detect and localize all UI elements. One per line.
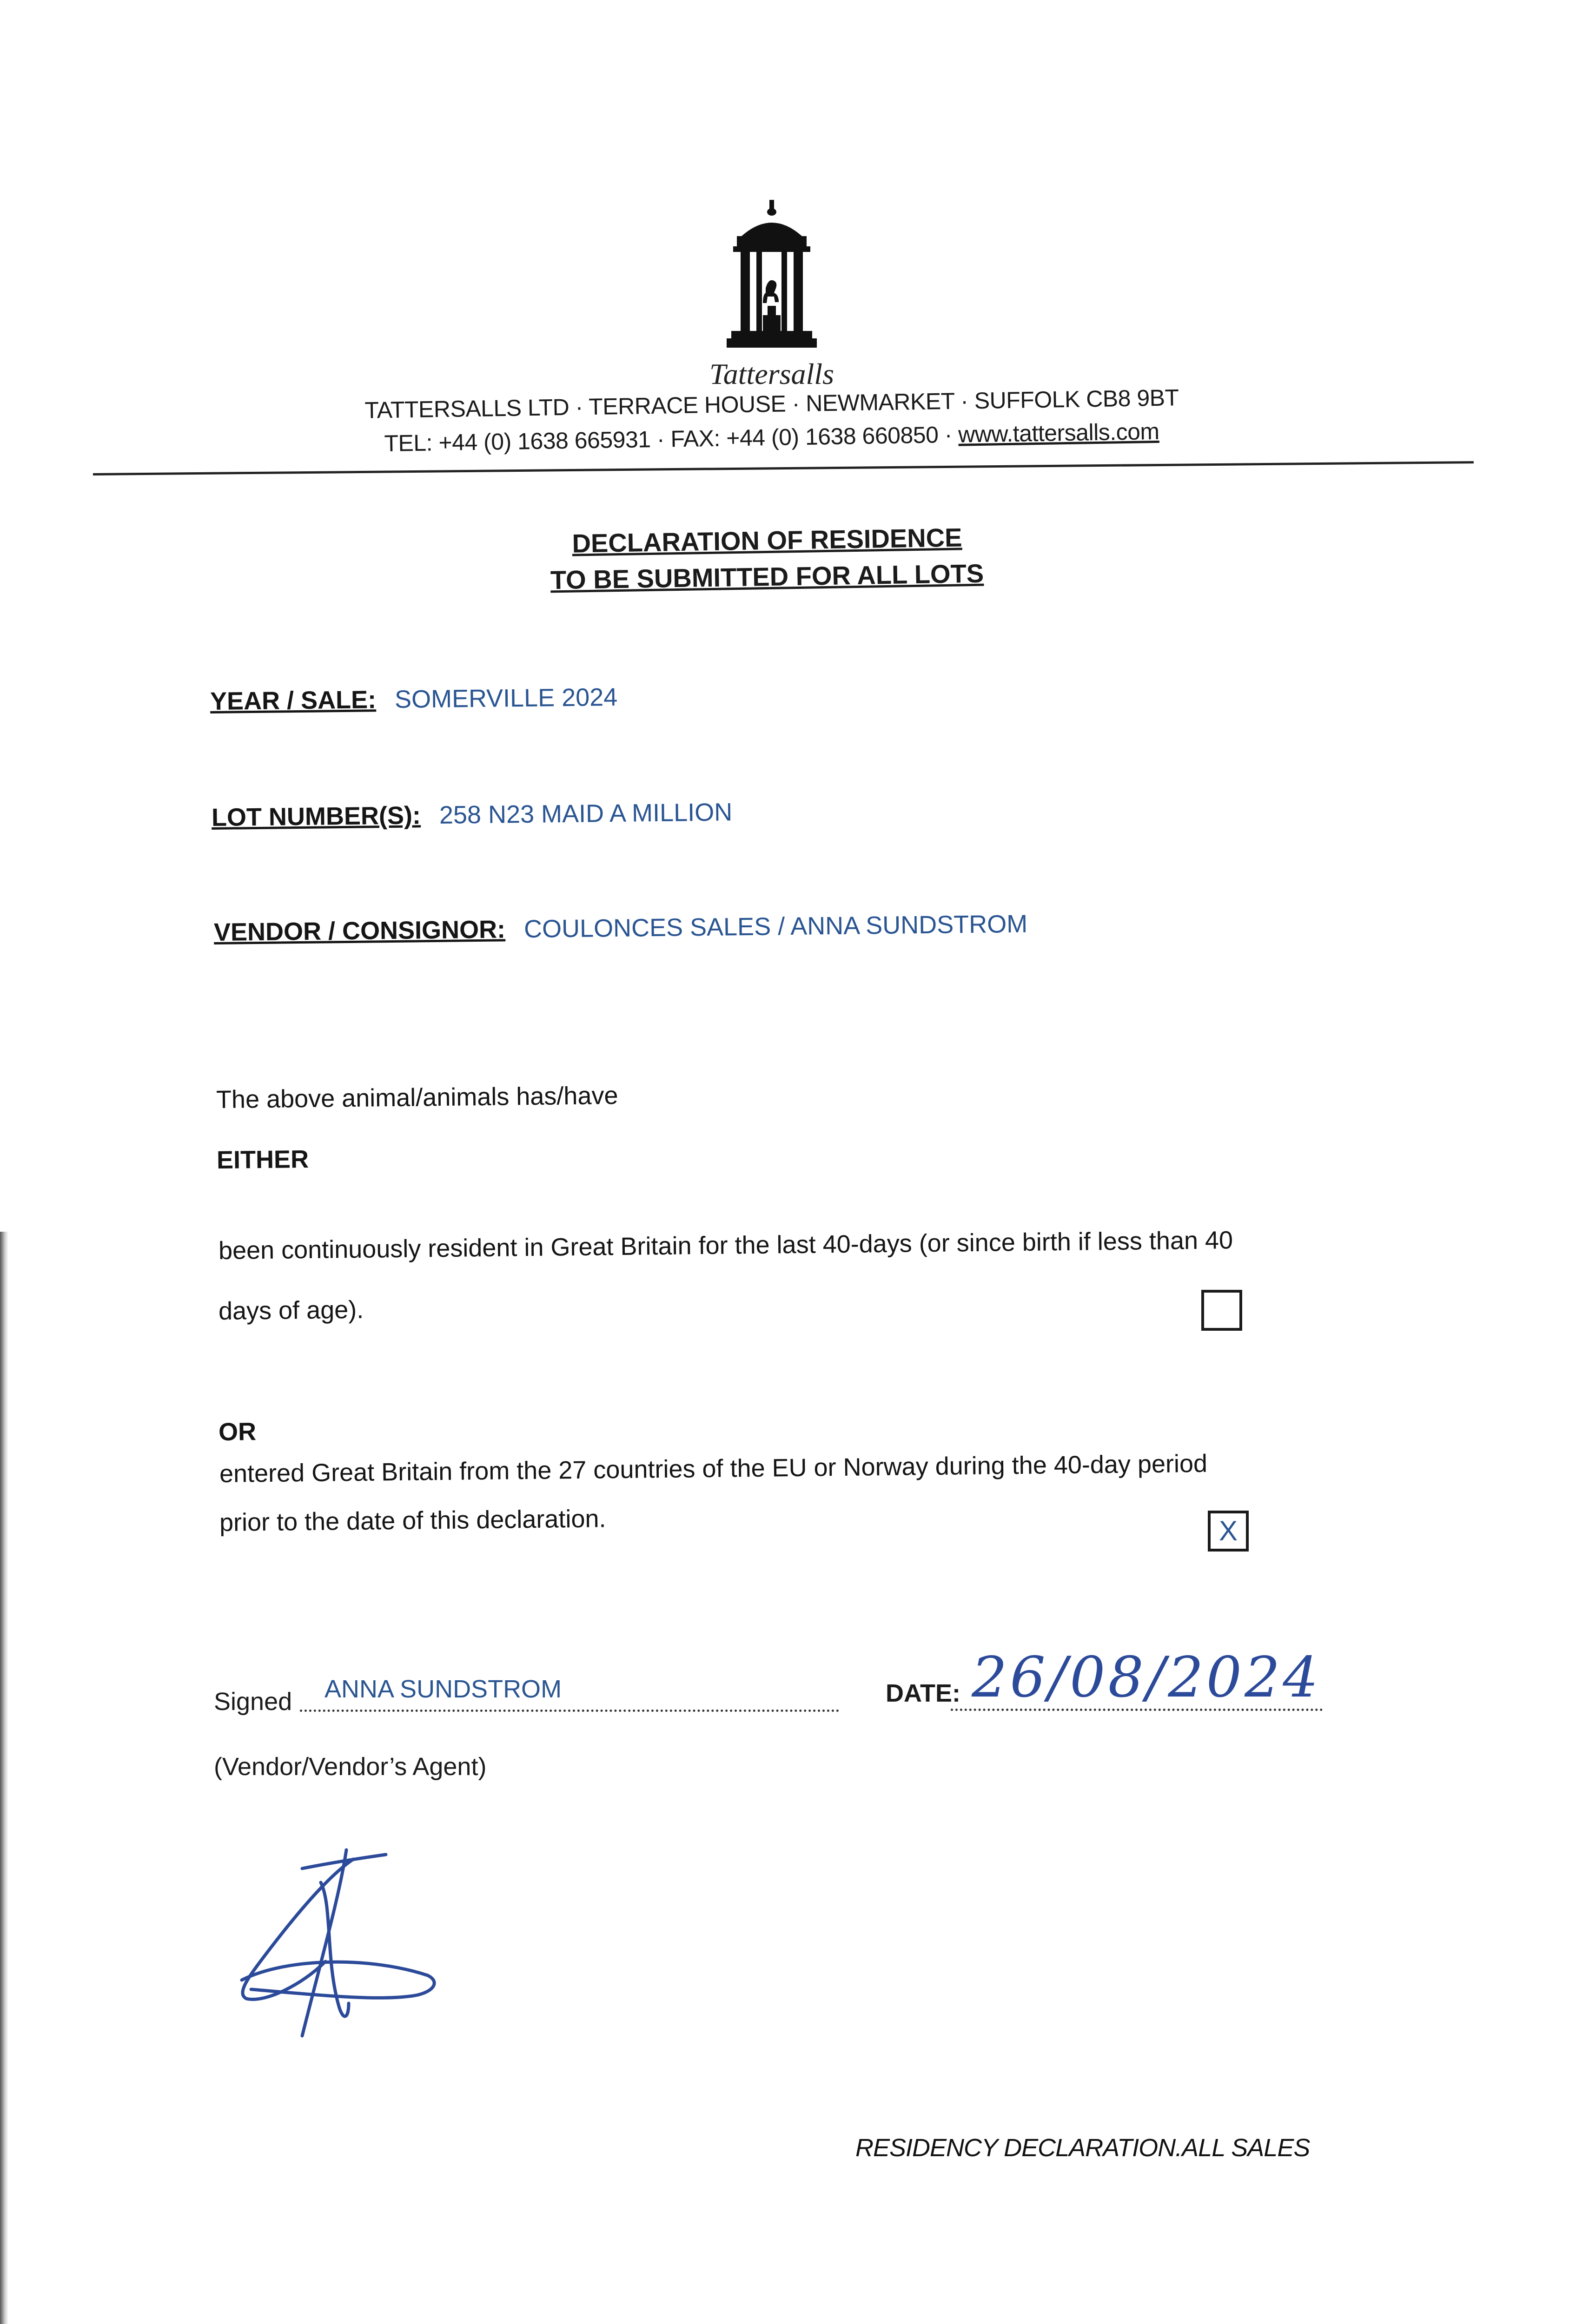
date-label: DATE: — [886, 1679, 960, 1707]
lot-numbers-label: LOT NUMBER(S): — [211, 801, 421, 832]
rotunda-with-horse-statue-icon — [723, 200, 821, 376]
document-title-line1: DECLARATION OF RESIDENCE — [572, 522, 962, 558]
year-sale-value[interactable]: SOMERVILLE 2024 — [394, 683, 618, 713]
vendor-consignor-field — [214, 910, 1028, 947]
signed-dotted-line — [300, 1710, 839, 1712]
document-title-line2: TO BE SUBMITTED FOR ALL LOTS — [550, 558, 984, 595]
address-line: TATTERSALLS LTD · TERRACE HOUSE · NEWMARKET · SUFFOLK CB8 9BT — [364, 384, 1179, 423]
scan-edge-shadow — [0, 1232, 8, 2324]
lot-numbers-field — [212, 798, 733, 832]
either-heading: EITHER — [216, 1145, 309, 1174]
lot-numbers-value[interactable]: 258 N23 MAID A MILLION — [439, 798, 733, 829]
handwritten-signature — [232, 1841, 451, 2064]
option1-checkbox[interactable] — [1201, 1290, 1242, 1331]
contact-numbers: TEL: +44 (0) 1638 665931 · FAX: +44 (0) 1638 660850 · — [384, 421, 959, 457]
statement-intro: The above animal/animals has/have — [216, 1081, 618, 1114]
signed-name-value[interactable]: ANNA SUNDSTROM — [324, 1675, 562, 1703]
option2-text-line2: prior to the date of this declaration. — [219, 1505, 606, 1537]
option2-checkbox[interactable]: X — [1208, 1511, 1249, 1552]
vendor-consignor-label: VENDOR / CONSIGNOR: — [213, 915, 506, 946]
header-divider — [93, 461, 1474, 475]
or-heading: OR — [218, 1418, 257, 1446]
vendor-consignor-value[interactable]: COULONCES SALES / ANNA SUNDSTROM — [523, 910, 1028, 944]
signed-label: Signed — [214, 1688, 292, 1716]
option1-text-line1: been continuously resident in Great Britain for the last 40-days (or since birth if less than 40 — [218, 1226, 1233, 1265]
option1-text-line2: days of age). — [218, 1295, 364, 1325]
brand-name: Tattersalls — [709, 357, 834, 390]
year-sale-label: YEAR / SALE: — [210, 686, 377, 715]
option2-text-line1: entered Great Britain from the 27 countries of the EU or Norway during the 40-day period — [219, 1449, 1208, 1488]
website-link[interactable]: www.tattersalls.com — [958, 418, 1159, 448]
signer-role: (Vendor/Vendor’s Agent) — [214, 1753, 487, 1781]
date-value[interactable]: 26/08/2024 — [972, 1645, 1321, 1710]
footer-form-code: RESIDENCY DECLARATION.ALL SALES — [855, 2134, 1310, 2162]
year-sale-field — [210, 683, 618, 716]
